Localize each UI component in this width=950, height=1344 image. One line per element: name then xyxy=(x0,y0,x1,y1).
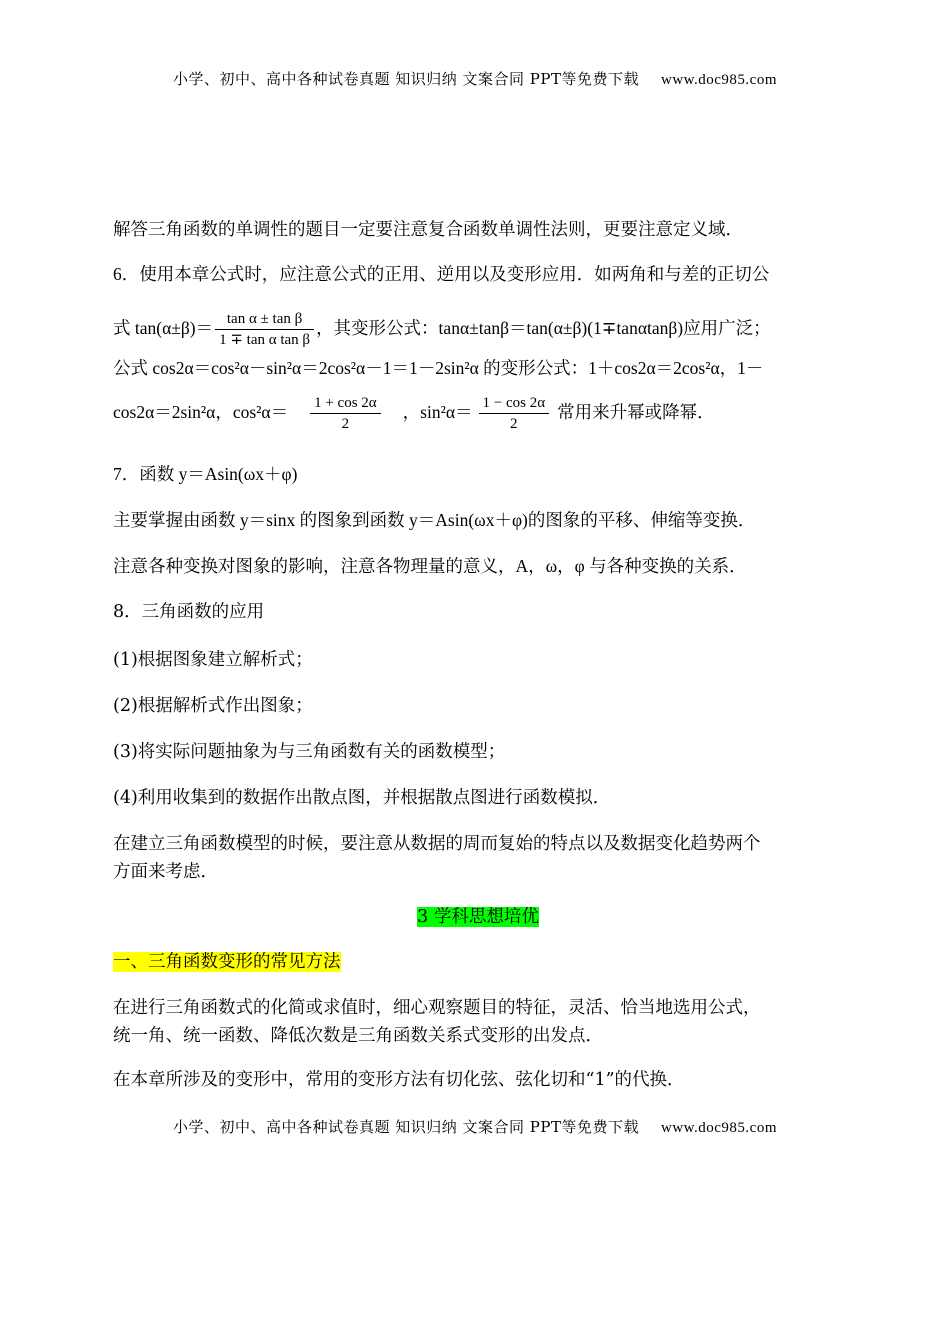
fraction-tan-sum xyxy=(215,309,314,350)
fraction-cos-plus-numerator: 1 + cos 2α xyxy=(310,393,381,414)
item6-line2-prefix: 式 tan(α±β)＝ xyxy=(113,318,214,338)
item6-line4-a: cos2α＝2sin²α，cos²α＝ xyxy=(113,402,289,422)
fraction-tan-denominator: 1 ∓ tan α tan β xyxy=(219,332,311,349)
fraction-cos-minus xyxy=(479,393,550,434)
fraction-cos-plus-denominator: 2 xyxy=(341,416,350,433)
item6-line2-suffix: ，其变形公式：tanα±tanβ＝tan(α±β)(1∓tanαtanβ)应用广泛； xyxy=(316,318,771,338)
subsection1-paragraph3: 在本章所涉及的变形中，常用的变形方法有切化弦、弦化切和“1”的代换． xyxy=(113,1070,685,1090)
item6-line4-b: ，sin²α＝ xyxy=(402,402,473,422)
item8-point3: (3)将实际问题抽象为与三角函数有关的函数模型； xyxy=(113,742,506,762)
item7-paragraph2: 注意各种变换对图象的影响，注意各物理量的意义，A，ω，φ 与各种变换的关系． xyxy=(113,556,747,576)
header-text: 小学、初中、高中各种试卷真题 知识归纳 文案合同 PPT等免费下载 xyxy=(172,70,639,88)
subsection1-heading xyxy=(113,950,843,974)
footer-site: www.doc985.com xyxy=(660,1120,777,1136)
header-site: www.doc985.com xyxy=(660,72,777,88)
item8-title: 8．三角函数的应用 xyxy=(113,602,265,622)
item8-paragraph-line1: 在建立三角函数模型的时候，要注意从数据的周而复始的特点以及数据变化趋势两个 xyxy=(113,834,761,854)
footer-text: 小学、初中、高中各种试卷真题 知识归纳 文案合同 PPT等免费下载 xyxy=(172,1118,639,1136)
fraction-cos-minus-numerator: 1 − cos 2α xyxy=(479,393,550,414)
item8-point4: (4)利用收集到的数据作出散点图，并根据散点图进行函数模拟． xyxy=(113,788,611,808)
fraction-cos-minus-denominator: 2 xyxy=(510,416,518,433)
item7-title: 7．函数 y＝Asin(ωx＋φ) xyxy=(113,464,298,484)
item6-line4-c: 常用来升幂或降幂． xyxy=(557,402,715,422)
item8-paragraph-line2: 方面来考虑． xyxy=(113,862,218,882)
subsection1-paragraph-line2: 统一角、统一函数、降低次数是三角函数关系式变形的出发点． xyxy=(113,1026,603,1046)
fraction-tan-numerator: tan α ± tan β xyxy=(215,309,314,330)
item8-point2: (2)根据解析式作出图象； xyxy=(113,696,313,716)
fraction-cos-plus xyxy=(310,393,381,434)
subsection1-title: 一、三角函数变形的常见方法 xyxy=(113,952,341,972)
item6-line2 xyxy=(113,308,843,350)
page-header xyxy=(0,68,950,89)
item6-line4 xyxy=(113,392,843,434)
item6-line3: 公式 cos2α＝cos²α－sin²α＝2cos²α－1＝1－2sin²α 的变形公式：1＋cos2α＝2cos²α，1－ xyxy=(113,358,764,378)
item6-line1: 6．使用本章公式时，应注意公式的正用、逆用以及变形应用．如两角和与差的正切公 xyxy=(113,264,770,284)
section3-heading xyxy=(113,905,843,929)
subsection1-paragraph-line1: 在进行三角函数式的化简或求值时，细心观察题目的特征，灵活、恰当地选用公式， xyxy=(113,998,761,1018)
item7-paragraph1: 主要掌握由函数 y＝sinx 的图象到函数 y＝Asin(ωx＋φ)的图象的平移、伸缩等变换． xyxy=(113,510,756,530)
section3-title: 3 学科思想培优 xyxy=(417,907,539,927)
paragraph-monotonic: 解答三角函数的单调性的题目一定要注意复合函数单调性法则，更要注意定义域． xyxy=(113,220,743,240)
page-footer xyxy=(0,1116,950,1137)
item8-point1: (1)根据图象建立解析式； xyxy=(113,650,313,670)
